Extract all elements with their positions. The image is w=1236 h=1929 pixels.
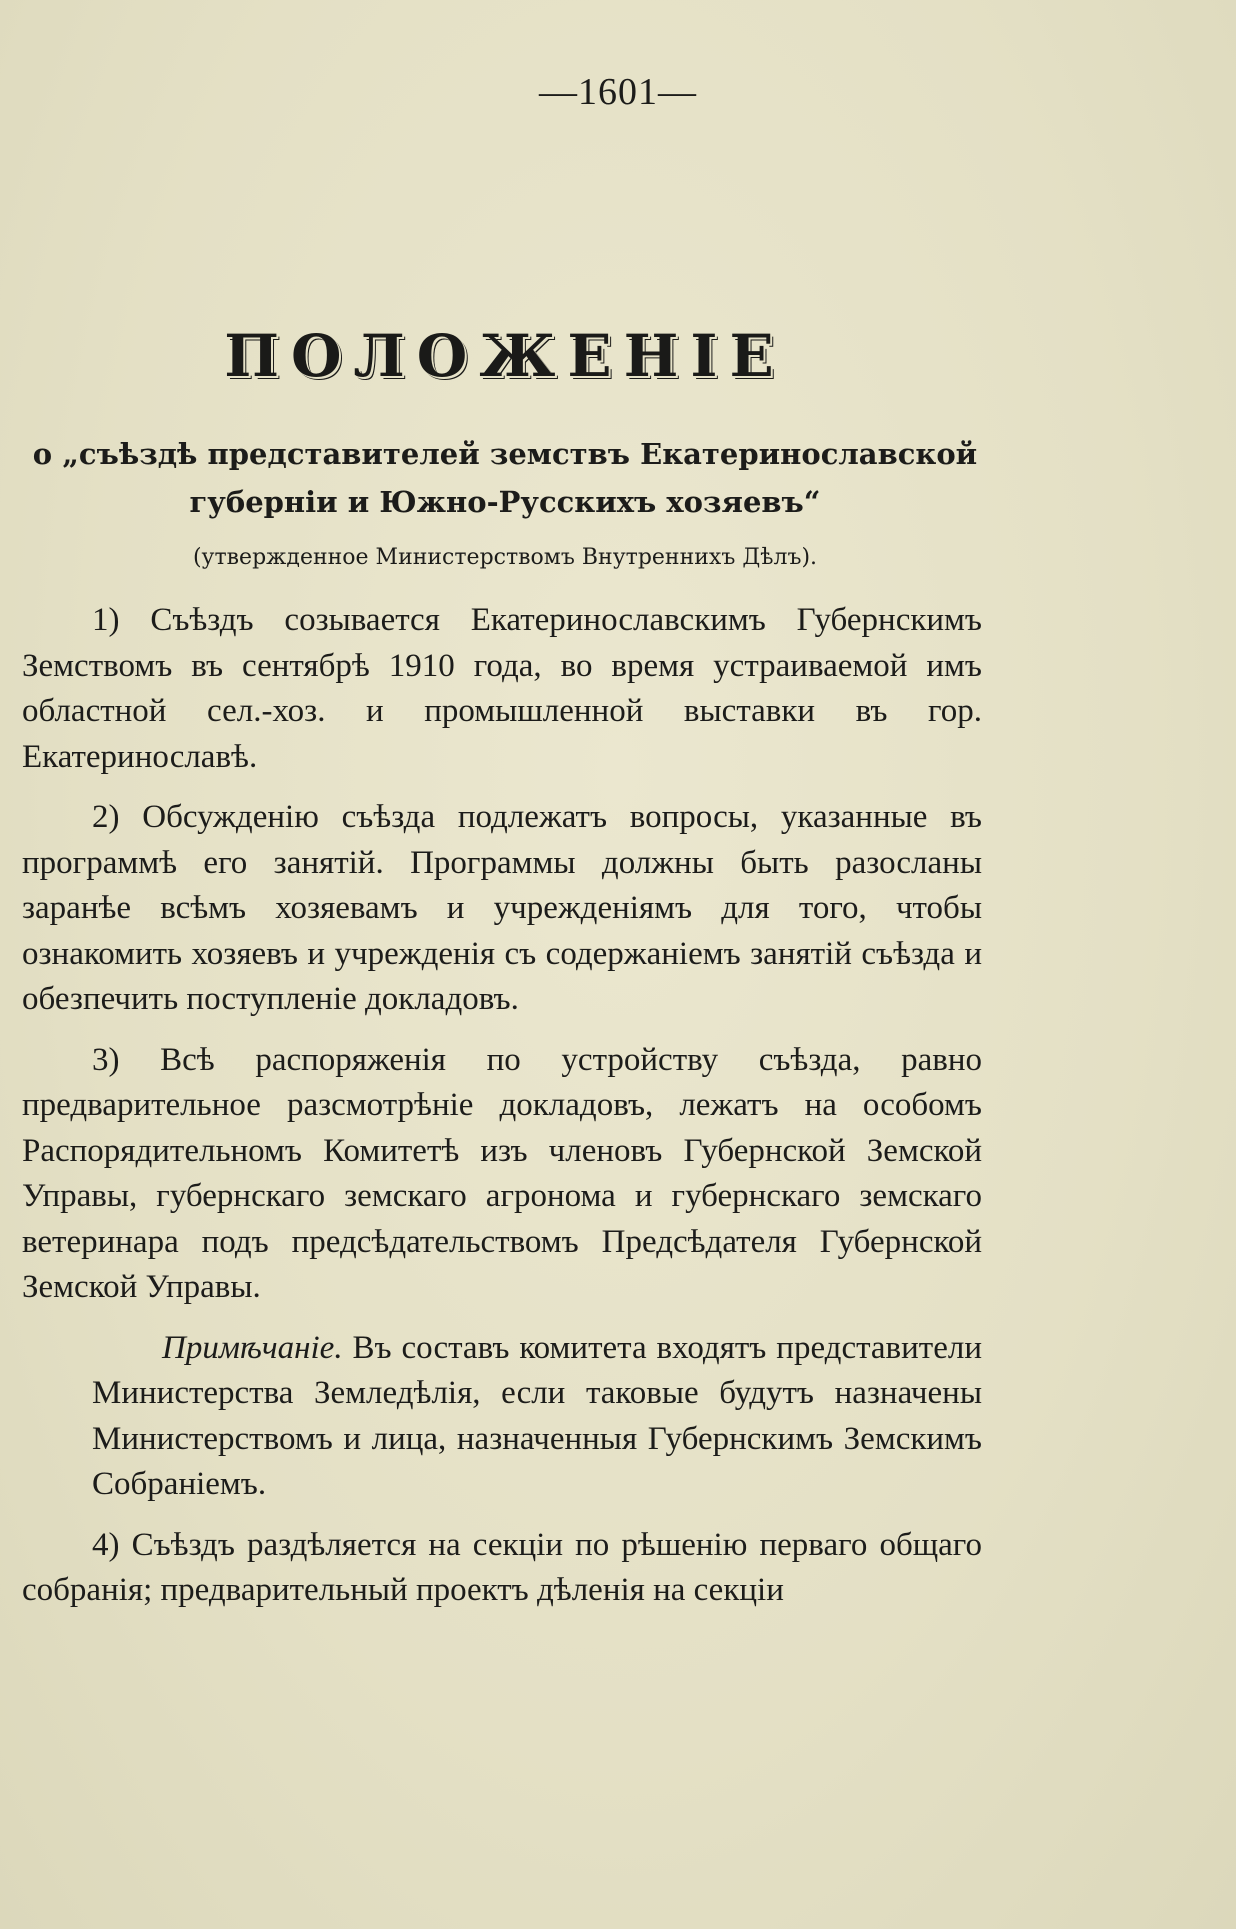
paragraph-2: 2) Обсужденію съѣзда подлежатъ вопросы, указанные въ программѣ его занятій. Программы должны быть разосланы заранѣе всѣмъ хозяевамъ и учрежденіямъ для того, чтобы ознакомить хозяевъ и учрежденія съ содержаніемъ занятій съѣзда и обезпечить поступленіе докладовъ. xyxy=(22,799,982,1017)
document-title: ПОЛОЖЕНІЕ xyxy=(224,322,786,390)
page-number: —1601— xyxy=(539,71,697,113)
document-subtitle: о „съѣздѣ представителей земствъ Екатеринославской губерніи и Южно-Русскихъ хозяевъ“ xyxy=(32,437,978,519)
approval-note: (утвержденное Министерствомъ Внутреннихъ Дѣлъ). xyxy=(192,545,818,570)
paragraph-4: 4) Съѣздъ раздѣляется на секціи по рѣшенію перваго общаго собранія; предварительный проектъ дѣленія на секціи xyxy=(22,1526,982,1608)
note-label: Примѣчаніе. xyxy=(162,1329,343,1366)
body-text xyxy=(22,598,982,1629)
paragraph-1: 1) Съѣздъ созывается Екатеринославскимъ Губернскимъ Земствомъ въ сентябрѣ 1910 года, во время устраиваемой имъ областной сел.-хоз. и промышленной выставки въ гор. Екатеринославѣ. xyxy=(22,602,982,775)
note-text: Въ составъ комитета входятъ представители Министерства Земледѣлія, если таковые будутъ назначены Министерствомъ и лица, назначенныя Губернскимъ Земскимъ Собраніемъ. xyxy=(92,1329,982,1502)
note-paragraph xyxy=(92,1326,982,1508)
paragraph-3: 3) Всѣ распоряженія по устройству съѣзда, равно предварительное разсмотрѣніе докладовъ, лежатъ на особомъ Распорядительномъ Комитетѣ изъ членовъ Губернской Земской Управы, губернскаго земскаго агронома и губернскаго земскаго ветеринара подъ предсѣдательствомъ Предсѣдателя Губернской Земской Управы. xyxy=(22,1041,982,1305)
